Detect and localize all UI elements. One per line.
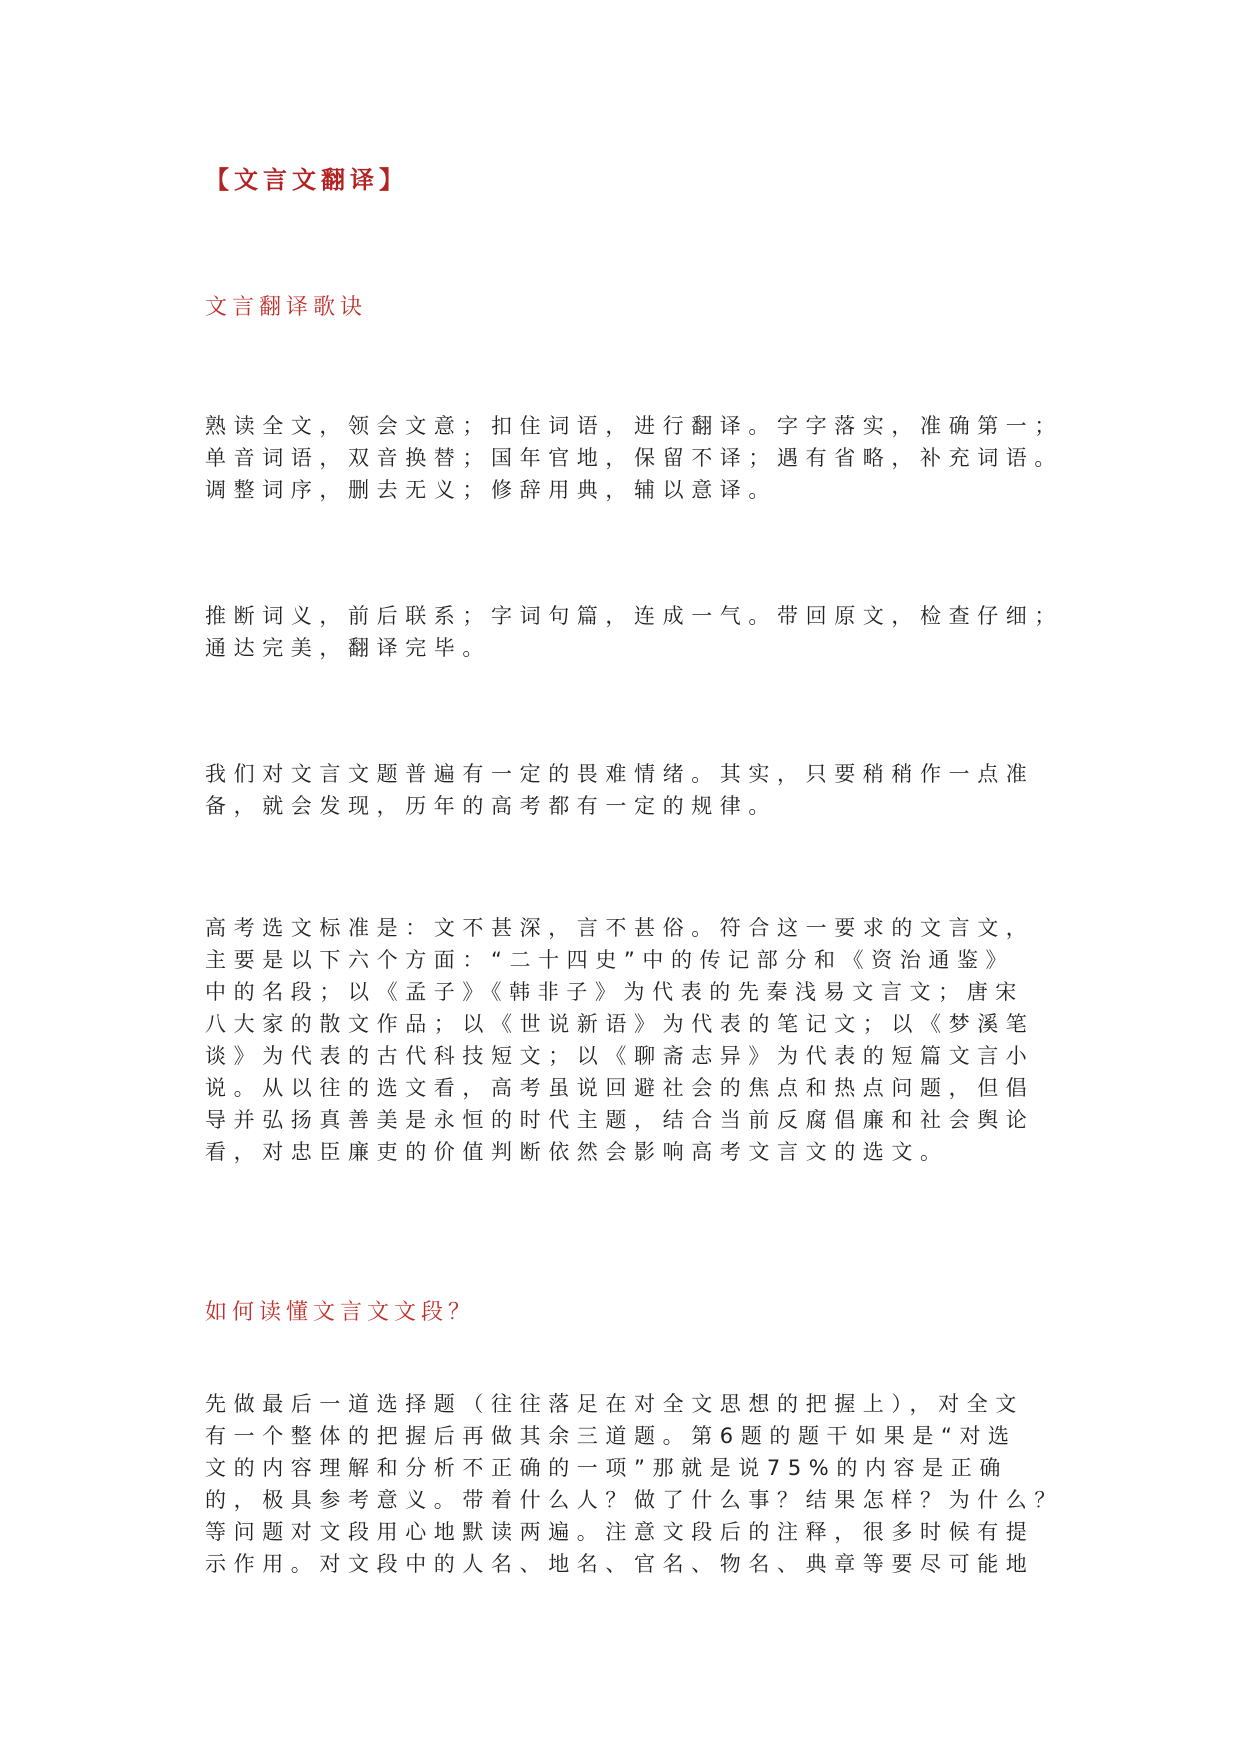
paragraph-line: 推断词义，前后联系；字词句篇，连成一气。带回原文，检查仔细； bbox=[205, 604, 1063, 628]
paragraph-line: 等问题对文段用心地默读两遍。注意文段后的注释，很多时候有提 bbox=[205, 1520, 1035, 1544]
paragraph-line: 先做最后一道选择题（往往落足在对全文思想的把握上），对全文 bbox=[205, 1392, 1024, 1416]
paragraph-line: 有一个整体的把握后再做其余三道题。第6题的题干如果是“对选 bbox=[205, 1424, 1017, 1448]
paragraph-line: 熟读全文，领会文意；扣住词语，进行翻译。字字落实，准确第一； bbox=[205, 414, 1063, 438]
paragraph-line: 调整词序，删去无义；修辞用典，辅以意译。 bbox=[205, 478, 777, 502]
paragraph-line: 八大家的散文作品；以《世说新语》为代表的笔记文；以《梦溪笔 bbox=[205, 1012, 1035, 1036]
paragraph-line: 示作用。对文段中的人名、地名、官名、物名、典章等要尽可能地 bbox=[205, 1552, 1035, 1576]
paragraph-selection-standard bbox=[205, 912, 1045, 1168]
paragraph-line: 我们对文言文题普遍有一定的畏难情绪。其实，只要稍稍作一点准 bbox=[205, 762, 1035, 786]
paragraph-line: 中的名段；以《孟子》《韩非子》为代表的先秦浅易文言文；唐宋 bbox=[205, 980, 1024, 1004]
document-title: 【文言文翻译】 bbox=[205, 166, 408, 194]
paragraph-line: 文的内容理解和分析不正确的一项”那就是说75%的内容是正确 bbox=[205, 1456, 1008, 1480]
paragraph-line: 看，对忠臣廉吏的价值判断依然会影响高考文言文的选文。 bbox=[205, 1140, 949, 1164]
paragraph-line: 谈》为代表的古代科技短文；以《聊斋志异》为代表的短篇文言小 bbox=[205, 1044, 1035, 1068]
paragraph-line: 单音词语，双音换替；国年官地，保留不译；遇有省略，补充词语。 bbox=[205, 446, 1063, 470]
section-heading-translation-rhyme: 文言翻译歌诀 bbox=[205, 295, 368, 320]
paragraph-reading-method bbox=[205, 1388, 1063, 1580]
paragraph-line: 通达完美，翻译完毕。 bbox=[205, 636, 491, 660]
paragraph-line: 导并弘扬真善美是永恒的时代主题，结合当前反腐倡廉和社会舆论 bbox=[205, 1108, 1035, 1132]
paragraph-rhyme-part1 bbox=[205, 410, 1063, 506]
paragraph-line: 说。从以往的选文看，高考虽说回避社会的焦点和热点问题，但倡 bbox=[205, 1076, 1035, 1100]
paragraph-line: 高考选文标准是：文不甚深，言不甚俗。符合这一要求的文言文， bbox=[205, 916, 1035, 940]
section-heading-reading-method: 如何读懂文言文文段？ bbox=[205, 1300, 476, 1325]
paragraph-rhyme-part2 bbox=[205, 600, 1063, 664]
paragraph-line: 的，极具参考意义。带着什么人？做了什么事？结果怎样？为什么？ bbox=[205, 1488, 1063, 1512]
paragraph-intro bbox=[205, 758, 1045, 822]
paragraph-line: 备，就会发现，历年的高考都有一定的规律。 bbox=[205, 794, 777, 818]
paragraph-line: 主要是以下六个方面：“二十四史”中的传记部分和《资治通鉴》 bbox=[205, 948, 1015, 972]
